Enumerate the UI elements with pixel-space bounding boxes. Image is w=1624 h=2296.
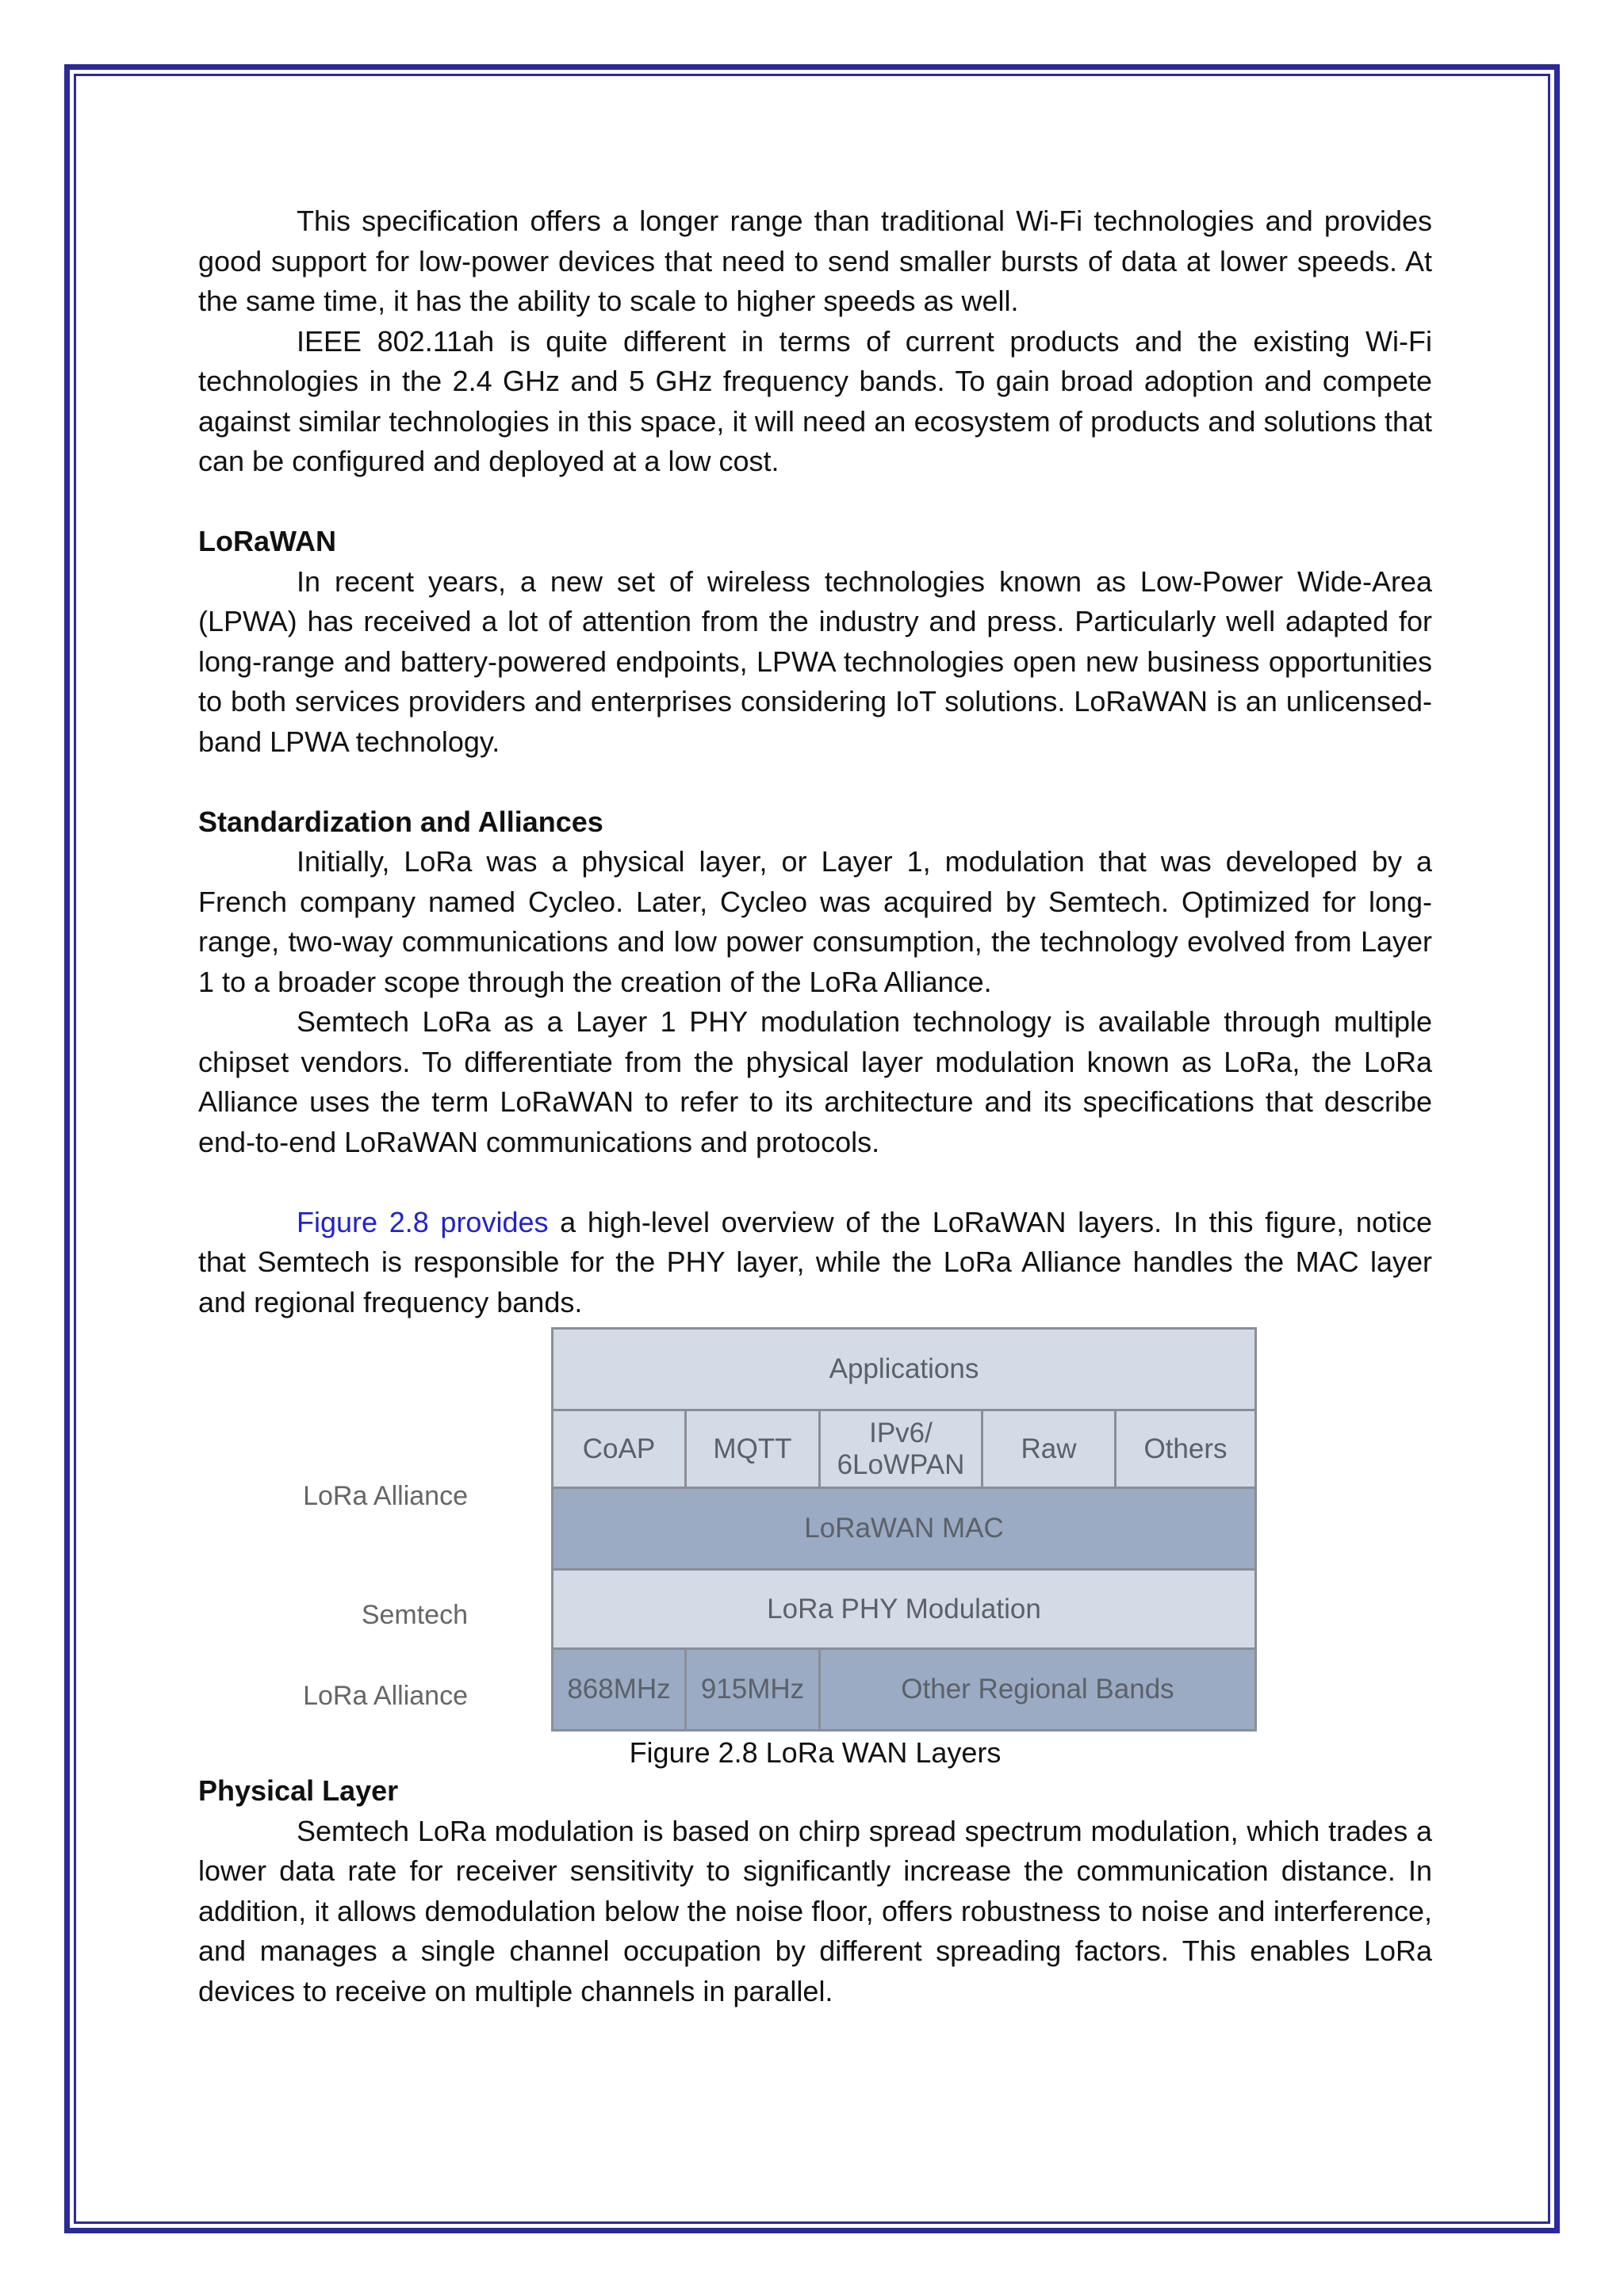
layer-lora-phy: LoRa PHY Modulation <box>553 1571 1254 1647</box>
physical-layer-paragraph: Semtech LoRa modulation is based on chirp spread spectrum modulation, which trades a lower data rate for receiver sensitivity to significantly increase the communication distance. In addition, it allows demodulation below the noise floor, offers robustness to noise and interference, and manages a single channel occupation by different spreading factors. This enables LoRa devices to receive on multiple channels in parallel. <box>198 1814 1432 2007</box>
layer-band-915: 915MHz <box>687 1650 818 1729</box>
layer-stack <box>551 1327 1257 1732</box>
intro-paragraph-2: IEEE 802.11ah is quite different in terms of current products and the existing Wi-Fi technologies in the 2.4 GHz and 5 GHz frequency bands. To gain broad adoption and compete against similar technologies in this space, it will need an ecosystem of products and solutions that can be configured and deployed at a low cost. <box>198 324 1432 477</box>
intro-paragraph-1: This specification offers a longer range than traditional Wi-Fi technologies and provides good support for low-power devices that need to send smaller bursts of data at lower speeds. At the same time, it has the ability to scale to higher speeds as well. <box>198 205 1432 317</box>
layer-lorawan-mac: LoRaWAN MAC <box>553 1489 1254 1568</box>
layer-protocol-others: Others <box>1116 1411 1254 1487</box>
lorawan-heading: LoRaWAN <box>198 525 336 557</box>
standardization-paragraph-3-text: a high-level overview of the LoRaWAN layers. In this figure, notice that Semtech is responsible for the PHY layer, while the LoRa Alliance handles the MAC layer and regional frequency bands. <box>198 1205 1432 1318</box>
lorawan-layers-figure <box>198 1327 1432 1771</box>
layer-band-868: 868MHz <box>553 1650 684 1729</box>
side-label-semtech: Semtech <box>361 1600 468 1630</box>
figure-reference-link[interactable]: Figure 2.8 provides <box>297 1205 549 1238</box>
layer-protocol-ipv6: IPv6/ 6LoWPAN <box>821 1411 981 1487</box>
document-body <box>198 201 1432 2011</box>
layer-band-other: Other Regional Bands <box>821 1650 1254 1729</box>
layer-protocol-raw: Raw <box>983 1411 1114 1487</box>
side-label-lora-alliance-bands: LoRa Alliance <box>303 1681 468 1711</box>
side-label-lora-alliance-mac: LoRa Alliance <box>303 1481 468 1511</box>
figure-caption: Figure 2.8 LoRa WAN Layers <box>629 1736 1002 1769</box>
physical-layer-heading: Physical Layer <box>198 1774 399 1807</box>
standardization-heading: Standardization and Alliances <box>198 805 603 838</box>
layer-protocol-coap: CoAP <box>553 1411 684 1487</box>
standardization-paragraph-2: Semtech LoRa as a Layer 1 PHY modulation technology is available through multiple chipset vendors. To differentiate from the physical layer modulation known as LoRa, the LoRa Alliance uses the term LoRaWAN to refer to its architecture and its specifications that describe end-to-end LoRaWAN communications and protocols. <box>198 1005 1432 1158</box>
standardization-paragraph-3 <box>198 1203 1432 1323</box>
layer-protocol-mqtt: MQTT <box>687 1411 818 1487</box>
standardization-paragraph-1: Initially, LoRa was a physical layer, or Layer 1, modulation that was developed by a French company named Cycleo. Later, Cycleo was acquired by Semtech. Optimized for long-range, two-way communications and low power consumption, the technology evolved from Layer 1 to a broader scope through the creation of the LoRa Alliance. <box>198 845 1432 998</box>
lorawan-paragraph: In recent years, a new set of wireless technologies known as Low-Power Wide-Area (LPWA) has received a lot of attention from the industry and press. Particularly well adapted for long-range and battery-powered endpoints, LPWA technologies open new business opportunities to both services providers and enterprises considering IoT solutions. LoRaWAN is an unlicensed-band LPWA technology. <box>198 564 1432 758</box>
layer-applications: Applications <box>553 1330 1254 1409</box>
